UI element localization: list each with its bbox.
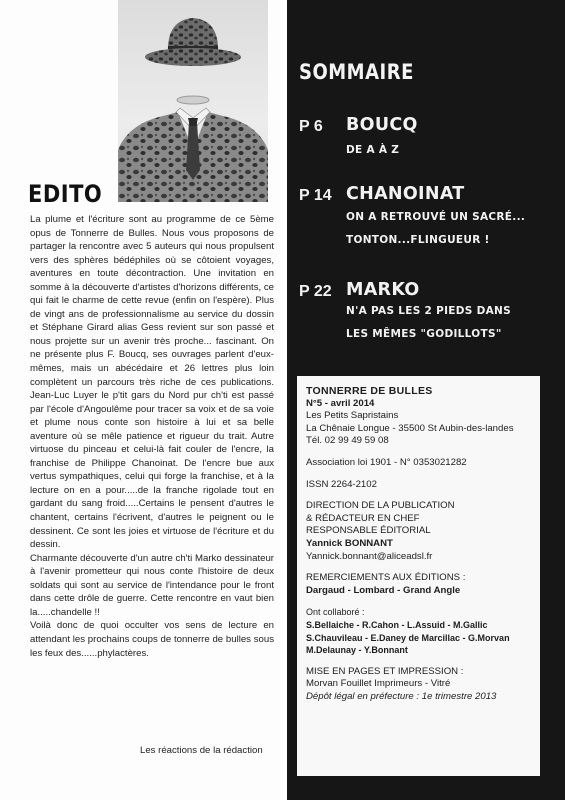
- toc-subtitle: [346, 139, 399, 162]
- toc-subtitle-line: DE A À Z: [346, 144, 400, 156]
- magazine-title: TONNERRE DE BULLES: [306, 385, 433, 397]
- issue-number: N°5 - avril 2014: [306, 397, 375, 409]
- direction-label-1: DIRECTION DE LA PUBLICATION: [306, 500, 455, 512]
- publisher-name: Les Petits Sapristains: [306, 410, 399, 422]
- association-number: Association loi 1901 - N° 0353021282: [306, 456, 467, 468]
- toc-subtitle-line: TONTON...FLINGUEUR !: [346, 234, 490, 246]
- legal-deposit: Dépôt légal en préfecture : 1e trimestre 2013: [306, 690, 497, 702]
- toc-subtitle: [346, 206, 525, 252]
- direction-label-3: RESPONSABLE ÉDITORIAL: [306, 525, 431, 537]
- contributors-line: S.Bellaiche - R.Cahon - L.Assuid - M.Gallic: [306, 619, 488, 630]
- illustration-graphic: [118, 0, 268, 202]
- colophon-thanks: [306, 572, 532, 597]
- layout-label: MISE EN PAGES ET IMPRESSION :: [306, 665, 464, 677]
- toc-page-number: P 14: [299, 187, 332, 204]
- edito-paragraph-3: Voilà donc de quoi occulter vos sens de lecture en attendant les prochains coups de tonnerre de bulles sous les feux des......phylactères.: [30, 620, 274, 659]
- contributors-line: S.Chauvileau - E.Daney de Marcillac - G.Morvan: [306, 632, 510, 643]
- direction-label-2: & RÉDACTEUR EN CHEF: [306, 512, 420, 524]
- edito-paragraph-1: La plume et l'écriture sont au programme de ce 5ème opus de Tonnerre de Bulles. Nous vous proposons de partager la rencontre avec 5 auteurs qui nous propulsent vers des sphères bédéphiles où se côtoient voyages, aventures en toute décontraction. Une invitation en somme à la découverte d'artistes d'horizons différents, ce qui fait le charme de cette revue (enfin on l'espère). Plus de vingt ans de professionnalisme au service du dossin et Stéphane Girard alias Gess revient sur son passé et nous projette sur un avenir très proche... fascinant. On ne présente plus F. Boucq, ses ouvrages parlent d'eux-mêmes, mais un abécédaire et 26 lettres plus loin complètent un parcours très riche de ces publications. Jean-Luc Luyer le p'tit gars du Nord pur ch'ti est passé par l'école d'Angoulême pour tracer sa voix et de sa voie et plume nous conte son histoire à lui et sa belle aventure où se mêle patience et rigueur du trait. Autre virtuose du pinceau et celui-là fait couler de l'encre, la franchise de Philippe Chanoinat. De l'encre bue aux vertus sympathiques, celui qui forge la franchise, et à la lecture on en a pour.....de la franche rigolade tout en gardant du sang froid.....Certains le pensent d'autres le chantent, certains l'écrivent, d'autres le peignent ou le dessinent. Ce sont les joies et virtuose de l'écriture et du dessin.: [30, 214, 274, 551]
- colophon-publication: [306, 385, 532, 448]
- toc-page-number: P 22: [299, 283, 332, 300]
- toc-author-name: CHANOINAT: [346, 184, 465, 204]
- printer-name: Morvan Fouillet Imprimeurs - Vitré: [306, 678, 451, 690]
- colophon-issn: [306, 479, 532, 492]
- director-email[interactable]: Yannick.bonnant@aliceadsl.fr: [306, 550, 433, 562]
- toc-page-number: P 6: [299, 118, 323, 135]
- colophon-contributors: [306, 606, 532, 656]
- toc-subtitle-line: LES MÊMES "GODILLOTS": [346, 328, 502, 340]
- publisher-phone: Tél. 02 99 49 59 08: [306, 435, 389, 447]
- colophon-registration: [306, 457, 532, 470]
- issn: ISSN 2264-2102: [306, 478, 377, 490]
- toc-subtitle-line: ON A RETROUVÉ UN SACRÉ...: [346, 211, 526, 223]
- thanks-list: Dargaud - Lombard - Grand Angle: [306, 584, 461, 596]
- director-name: Yannick BONNANT: [306, 537, 393, 549]
- edito-paragraph-2: Charmante découverte d'un autre ch'ti Marko dessinateur à l'avenir prometteur qui nous conte l'histoire de deux soldats qui sont au service de l'intendance pour le front dans cette drôle de guerre. Cette rencontre en vaut bien la.....chandelle !!: [30, 552, 274, 618]
- toc-author-name: MARKO: [346, 280, 420, 300]
- edito-title: EDITO: [28, 180, 103, 208]
- invisible-man-illustration: [118, 0, 268, 202]
- toc-subtitle-line: N'A PAS LES 2 PIEDS DANS: [346, 305, 512, 317]
- colophon-printing: [306, 666, 532, 704]
- publisher-address: La Chênaie Longue - 35500 St Aubin-des-landes: [306, 422, 514, 434]
- contributors-line: M.Delaunay - Y.Bonnant: [306, 645, 408, 656]
- colophon-box: [297, 376, 540, 776]
- edito-signature: Les réactions de la rédaction: [140, 745, 263, 756]
- edito-text: [30, 213, 274, 660]
- colophon-direction: [306, 500, 532, 563]
- sommaire-title: SOMMAIRE: [299, 60, 414, 86]
- toc-author-name: BOUCQ: [346, 115, 418, 135]
- thanks-label: REMERCIEMENTS AUX ÉDITIONS :: [306, 572, 466, 584]
- contributors-label: Ont collaboré :: [306, 607, 365, 618]
- toc-subtitle: [346, 300, 511, 346]
